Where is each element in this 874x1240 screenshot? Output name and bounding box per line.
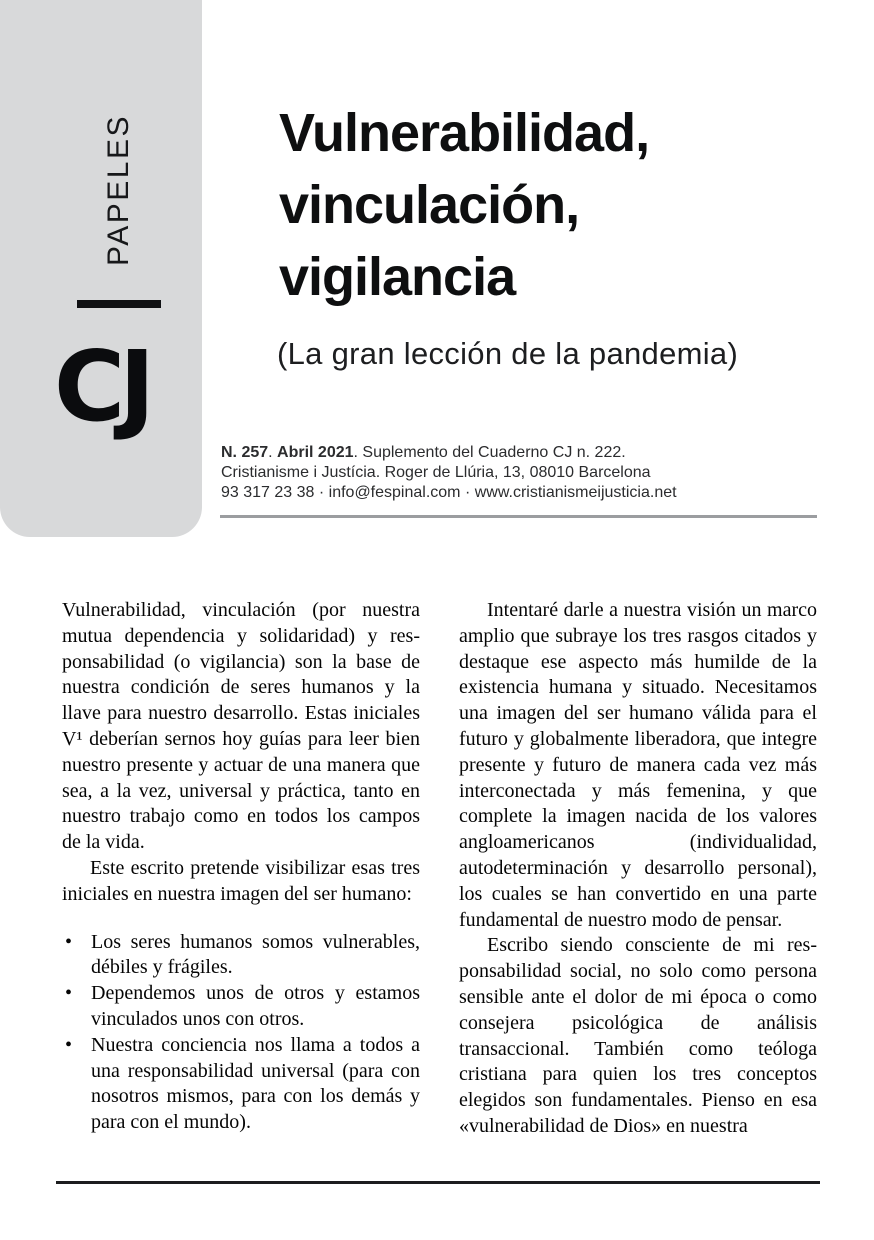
cj-logo: CJ bbox=[54, 330, 150, 443]
bullet-item bbox=[62, 981, 420, 1033]
issue-separator: . bbox=[268, 444, 278, 461]
publication-info bbox=[221, 443, 677, 503]
footer-rule bbox=[56, 1181, 820, 1184]
address-line: Cristianisme i Justícia. Roger de Llúria, 13, 08010 Barcelona bbox=[221, 464, 651, 481]
brand-sidebar bbox=[0, 0, 202, 537]
papeles-vertical-label: PAPELES bbox=[102, 113, 135, 267]
issue-number: N. 257 bbox=[221, 444, 269, 461]
header-rule bbox=[220, 515, 817, 518]
brand-divider-bar bbox=[77, 300, 161, 308]
bullet-item bbox=[62, 930, 420, 982]
paragraph-right-2: Escribo siendo consciente de mi responsabilidad social, no solo como persona sensible ante el dolor de mi época o como consejera psicológica de análisis transaccional. También como teóloga cristiana para quien los tres conceptos elegidos son fundamentales. Pienso en esa «vulnerabilidad de Dios» en nuestra bbox=[459, 934, 817, 1137]
bullet-marker: • bbox=[65, 1033, 73, 1056]
paragraph-left-2: Este escrito pretende visibilizar esas tres iniciales en nuestra imagen del ser humano: bbox=[62, 856, 420, 905]
bullet-text: Los seres humanos somos vulnerables, débiles y frágiles. bbox=[91, 930, 420, 979]
paragraph-right-1: Intentaré darle a nuestra visión un marco amplio que subraye los tres rasgos citados y destaque ese aspecto más humilde de la existencia humana y situado. Necesitamos una imagen del ser humano válida para el futuro y globalmente liberadora, que integre presente y futuro de manera cada vez más interconectada y más femenina, y que complete la imagen nacida de los valores angloamericanos (individualidad, autodeterminación y desarrollo personal), los cuales se han convertido en una parte fundamental de nuestro modo de pensar. bbox=[459, 599, 817, 931]
left-column bbox=[62, 598, 420, 1136]
right-column bbox=[459, 598, 817, 1140]
bullet-marker: • bbox=[65, 982, 73, 1005]
title-line-3: vigilancia bbox=[279, 247, 516, 307]
issue-line bbox=[221, 443, 677, 463]
title-line-2: vinculación, bbox=[279, 175, 580, 235]
bullet-text: Dependemos unos de otros y estamos vinculados unos con otros. bbox=[91, 982, 420, 1030]
paragraph-left-1: Vulnerabilidad, vinculación (por nuestra mutua dependencia y solidaridad) y responsabilidad (o vigilancia) son la base de nuestra condición de seres humanos y la llave para nuestro desarrollo. Estas iniciales V¹ deberían sernos hoy guías para leer bien nuestro presente y actuar de una manera que sea, a la vez, universal y práctica, tanto en nuestro trabajo como en todos los campos de la vida. bbox=[62, 599, 420, 854]
page-title bbox=[279, 97, 649, 313]
bullet-marker: • bbox=[65, 930, 73, 953]
page-subtitle: (La gran lección de la pandemia) bbox=[277, 336, 739, 371]
bullet-text: Nuestra conciencia nos llama a todos a una responsabilidad universal (para con nosotros mismos, para con los demás y para con el mundo). bbox=[91, 1033, 420, 1134]
contact-line: 93 317 23 38 · info@fespinal.com · www.cristianismeijusticia.net bbox=[221, 484, 677, 501]
issue-date: Abril 2021 bbox=[277, 444, 354, 461]
issue-rest: . Suplemento del Cuaderno CJ n. 222. bbox=[353, 444, 626, 461]
bullet-list bbox=[62, 930, 420, 1136]
title-line-1: Vulnerabilidad, bbox=[279, 103, 650, 163]
bullet-item bbox=[62, 1033, 420, 1136]
